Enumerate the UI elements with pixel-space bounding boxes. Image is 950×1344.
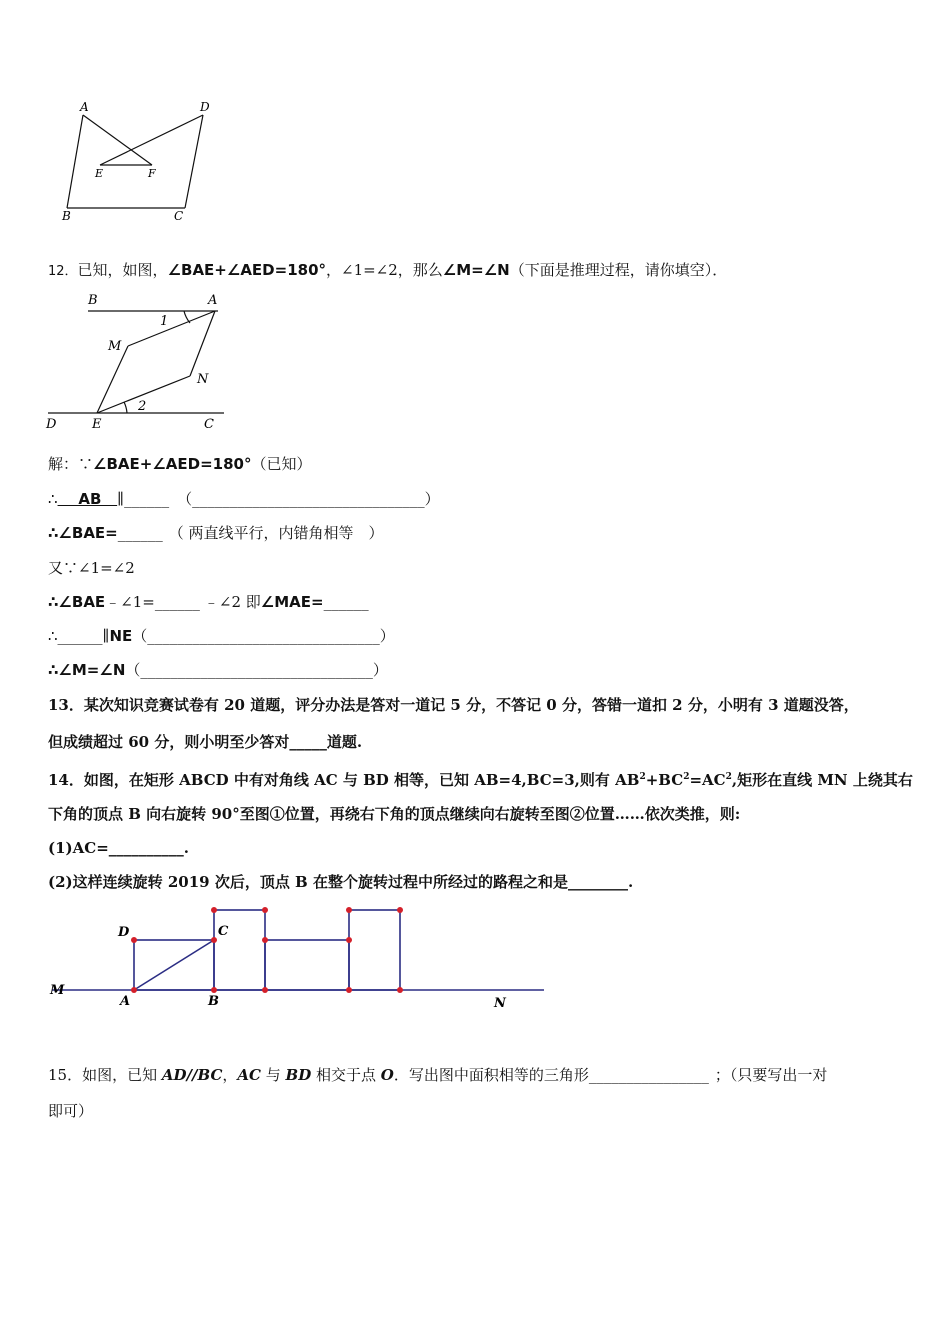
dot [397,987,403,993]
line-an [190,311,215,376]
q12-cond: ∠BAE+∠AED=180° [167,261,326,279]
line-af [83,115,152,165]
reason-blank-line7[interactable]: （_______________________________） [125,661,388,679]
q14-line3 [48,838,189,858]
q15-ad: AD [161,1066,187,1084]
line-de [100,115,203,165]
q12-post: （下面是推理过程，请你填空）． [509,261,728,279]
q12-line1 [48,454,311,474]
label-2: 2 [138,399,147,414]
q15-bd: BD [285,1066,312,1084]
line1-math: ∠BAE+∠AED=180° [93,455,252,473]
rect-position-3 [349,910,400,990]
q12-line4 [48,558,135,578]
q14-text2: 下角的顶点 B 向右旋转 90°至图①位置，再绕右下角的顶点继续向右旋转至图②位置……依次类推，则: [48,805,741,823]
q12-line3 [48,523,384,543]
q15-line1 [48,1065,827,1085]
label-d: D [46,417,57,432]
blank-line6[interactable]: ______ [57,627,103,645]
dot [262,937,268,943]
dot [346,937,352,943]
line6-ne: NE [109,627,133,645]
q15-ac: AC [237,1066,261,1084]
reason-blank-line6[interactable]: （_______________________________） [132,627,395,645]
figure-q14 [40,900,560,1015]
line-dc [185,115,203,208]
dot [346,987,352,993]
dot-b [211,987,217,993]
q12-line6 [48,626,395,646]
q14-path-blank[interactable]: ________ [567,873,628,891]
line4-text: 又∵∠1=∠2 [48,559,135,577]
q12-line2 [48,489,440,509]
q12-mid: ，∠1=∠2，那么 [326,261,443,279]
figure-q12 [40,286,240,434]
q14-text3-post: . [183,839,190,857]
line6-pre: ∴ [48,627,58,645]
q15-bc: BC [197,1066,223,1084]
line-ab [67,115,83,208]
q15-answer-blank[interactable]: ________________ [588,1066,709,1084]
line3-reason: （ 两直线平行，内错角相等 ） [168,524,384,542]
q13-text1: 13．某次知识竞赛试卷有 20 道题，评分办法是答对一道记 5 分，不答记 0 分，答错一道扣 2 分，小明有 3 道题没答， [48,696,859,714]
q15-text2: ．写出图中面积相等的三角形 [393,1066,589,1084]
label-m: M [50,983,65,998]
blank-line5a[interactable]: ______ [154,593,200,611]
rect-position-1 [214,910,265,990]
q14-text1d: ,矩形在直线 MN 上绕其右 [731,771,913,789]
dot [262,987,268,993]
q15-text1: 15．如图，已知 [48,1066,162,1084]
label-e: E [95,167,104,180]
dot [346,907,352,913]
label-c: C [218,924,229,939]
dot [262,907,268,913]
q14-line2 [48,804,740,824]
q12-stem [48,260,727,282]
dot [397,907,403,913]
q15-xj: 相交于点 [311,1066,381,1084]
blank-line5b[interactable]: ______ [323,593,369,611]
line1-pre: 解：∵ [48,455,94,473]
q15-slash: // [186,1066,198,1084]
arc-1 [184,311,190,323]
q14-ac-blank[interactable]: __________ [108,839,184,857]
reason-blank-line2[interactable]: （_______________________________） [177,490,440,508]
label-a: A [120,994,131,1009]
line5-a: ∴∠BAE [48,593,106,611]
dot [211,907,217,913]
therefore-sign: ∴ [48,490,58,508]
q13-line2 [48,732,362,752]
ab-filled: AB [57,490,118,508]
q13-text3: 道题. [326,733,363,751]
q14-line1 [48,767,913,790]
q14-text4-post: . [627,873,634,891]
label-b: B [62,209,71,223]
label-d: D [200,100,210,114]
q13-answer-blank[interactable]: _____ [289,733,327,751]
parallel-sign: ∥ [102,627,110,645]
label-n: N [494,996,506,1011]
label-a: A [80,100,89,114]
line5-c: ﹣∠2 即 [203,593,261,611]
label-f: F [148,167,156,180]
q12-concl: ∠M=∠N [442,261,510,279]
line5-b: ﹣∠1= [105,593,155,611]
label-e: E [92,417,102,432]
q13-line1 [48,695,859,715]
rect-position-2 [265,940,349,990]
blank-line2[interactable]: ______ [124,490,170,508]
diagonal-ac [134,940,214,990]
dot-a [131,987,137,993]
label-b: B [88,293,98,308]
label-c: C [204,417,214,432]
label-c: C [174,209,184,223]
q12-line5 [48,592,369,612]
dot-d [131,937,137,943]
arc-2 [124,402,127,413]
q13-text2: 但成绩超过 60 分，则小明至少答对 [48,733,290,751]
figure-q11 [50,95,230,230]
line-am [128,311,215,346]
q14-text4: (2)这样连续旋转 2019 次后，顶点 B 在整个旋转过程中所经过的路程之和是 [48,873,568,891]
label-n: N [197,372,209,387]
q12-number: 12． [48,264,78,279]
line5-d: ∠MAE= [260,593,324,611]
q12-pre: 已知，如图， [77,261,168,279]
label-a: A [208,293,218,308]
q14-sup-c: 2 [725,772,732,782]
dot-c [211,937,217,943]
line1-post: （已知） [251,455,312,473]
label-m: M [108,339,122,354]
label-1: 1 [160,314,169,329]
line3-pre: ∴∠BAE= [48,524,118,542]
q15-yu: 与 [260,1066,286,1084]
q15-text3: ；（只要写出一对 [714,1066,828,1084]
parallel-sign: ∥ [117,490,125,508]
q15-o: O [380,1066,394,1084]
q15-comma: ， [222,1066,238,1084]
q14-sup-b: 2 [683,772,690,782]
q14-line4 [48,872,633,892]
q12-line7 [48,660,388,680]
label-d: D [118,925,130,940]
label-b: B [208,994,219,1009]
blank-line3[interactable]: ______ [117,524,163,542]
q15-text4: 即可） [48,1102,94,1120]
q15-line2 [48,1101,93,1121]
q14-text3: (1)AC= [48,839,109,857]
q14-sup-a: 2 [639,772,646,782]
line7-pre: ∴∠M=∠N [48,661,126,679]
q14-text1b: +BC [645,771,684,789]
q14-text1c: =AC [689,771,726,789]
q14-text1a: 14．如图，在矩形 ABCD 中有对角线 AC 与 BD 相等，已知 AB=4,BC=3,则有 AB [48,771,640,789]
